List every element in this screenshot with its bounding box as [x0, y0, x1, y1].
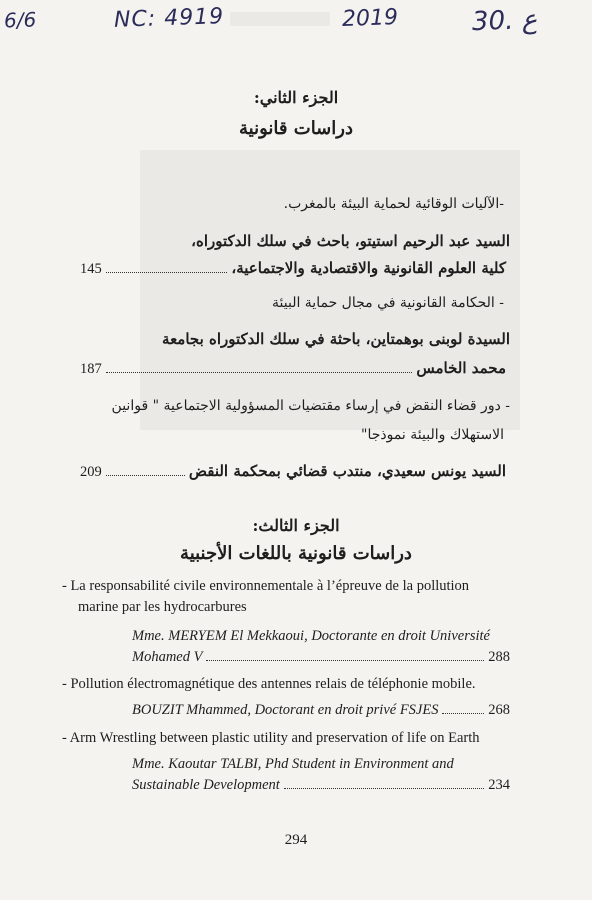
bleed-through-shadow [230, 12, 330, 26]
toc-topic: -الآليات الوقائية لحماية البيئة بالمغرب. [283, 196, 504, 212]
toc-author-affiliation: كلية العلوم القانونية والاقتصادية والاجتماعية، [231, 259, 506, 277]
toc-entry-line [80, 359, 506, 378]
part2-heading: الجزء الثاني: [253, 88, 339, 107]
toc-title-continued: marine par les hydrocarbures [78, 599, 247, 615]
leader-dots [106, 371, 413, 373]
toc-page-number: 145 [80, 261, 102, 277]
toc-author: السيد عبد الرحيم استيتو، باحث في سلك الدكتوراه، [191, 232, 510, 250]
toc-entry-line [80, 259, 506, 278]
toc-topic: - الحكامة القانونية في مجال حماية البيئة [272, 295, 504, 311]
part3-subtitle: دراسات قانونية باللغات الأجنبية [180, 543, 412, 564]
toc-author-affiliation: محمد الخامس [416, 359, 506, 377]
toc-topic: - دور قضاء النقض في إرساء مقتضيات المسؤولية الاجتماعية " قوانين [111, 398, 510, 414]
toc-page-number: 187 [80, 361, 102, 377]
toc-author-affiliation: Sustainable Development [132, 777, 280, 793]
toc-entry-line [132, 649, 510, 666]
toc-page-number: 209 [80, 464, 102, 480]
page-number-footer: 294 [284, 832, 308, 848]
toc-author: Mme. MERYEM El Mekkaoui, Doctorante en droit Université [132, 628, 490, 644]
toc-title: - La responsabilité civile environnementale à l’épreuve de la pollution [62, 578, 470, 594]
part2-subtitle: دراسات قانونية [239, 118, 353, 139]
bleed-through-shadow [140, 150, 520, 430]
handwritten-corner-mark: 6/6 [3, 7, 37, 33]
handwritten-date-mark: 30. ع [471, 4, 538, 38]
leader-dots [442, 712, 484, 714]
toc-title: - Arm Wrestling between plastic utility and preservation of life on Earth [62, 730, 480, 746]
toc-page-number: 288 [488, 649, 510, 665]
leader-dots [284, 787, 484, 789]
leader-dots [106, 474, 185, 476]
toc-topic-continued: الاستهلاك والبيئة نموذجا" [361, 427, 504, 443]
toc-author: السيد يونس سعيدي، منتدب قضائي بمحكمة النقض [188, 462, 506, 480]
toc-entry-line [80, 462, 506, 481]
handwritten-year: 2019 [341, 5, 399, 32]
toc-author-affiliation: Mohamed V [132, 649, 203, 665]
toc-author: السيدة لوبنى بوهمتاين، باحثة في سلك الدكتوراه بجامعة [162, 330, 510, 348]
toc-author: BOUZIT Mhammed, Doctorant en droit privé FSJES [132, 702, 439, 718]
toc-author: Mme. Kaoutar TALBI, Phd Student in Environment and [132, 756, 454, 772]
toc-page-number: 268 [488, 702, 510, 718]
toc-entry-line [132, 777, 510, 794]
leader-dots [206, 659, 484, 661]
handwritten-catalog-number: NC: 4919 [113, 4, 225, 33]
toc-title: - Pollution électromagnétique des antennes relais de téléphonie mobile. [62, 676, 476, 692]
leader-dots [106, 271, 228, 273]
toc-page-number: 234 [488, 777, 510, 793]
toc-entry-line [132, 702, 510, 719]
part3-heading: الجزء الثالث: [252, 516, 340, 535]
